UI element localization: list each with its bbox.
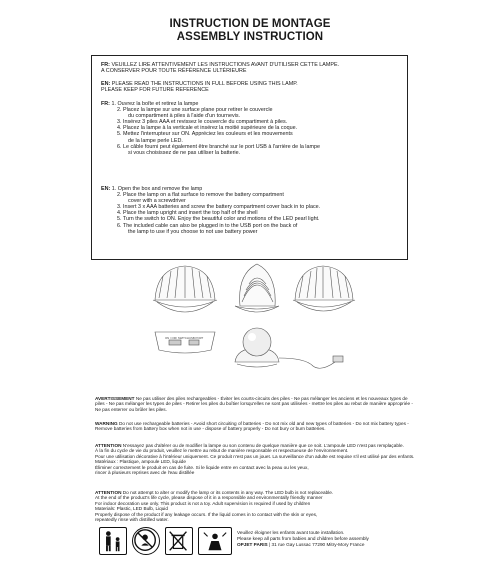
step-fr-6b: si vous choisissez de ne pas utiliser la batterie. bbox=[128, 149, 241, 156]
attention-fr-line4: Éliminer correctement le produit en cas de fuite. Si le liquide entre en contact avec la peau ou les yeux, bbox=[95, 464, 309, 470]
steps-fr-prefix: FR: bbox=[101, 101, 110, 107]
safety-icons bbox=[99, 527, 234, 555]
attention-fr-line2: Pour une utilisation décorative à l'intérieur uniquement. Ce produit n'est pas un jouet. La surveillance d'un adulte est requise s'il est utilisé par des enfants. bbox=[95, 453, 415, 459]
open-shell-right-icon bbox=[293, 266, 355, 311]
triman-recycling-icon bbox=[198, 527, 232, 555]
age-restriction-icon bbox=[132, 527, 160, 555]
step-en-2: 2. Place the lamp on a flat surface to remove the battery compartment bbox=[117, 192, 284, 199]
attention-en-line3: Materials: Plastic, LED Bulb, Liquid bbox=[95, 506, 168, 512]
attention-fr bbox=[95, 443, 415, 475]
step-fr-6: 6. Le câble fourni peut également être branché sur le port USB à l'arrière de la lampe bbox=[117, 143, 320, 150]
attention-fr-bold: ATTENTION bbox=[95, 443, 122, 448]
pearl-lamp-icon bbox=[235, 328, 279, 367]
attention-fr-line3: Matériaux : Plastique, ampoule LED, liquide bbox=[95, 459, 186, 465]
step-en-3: 3. Insert 3 x AAA batteries and screw the battery compartment cover back in to place. bbox=[117, 204, 321, 211]
attention-en-bold: ATTENTION bbox=[95, 490, 122, 495]
step-en-5: 5. Turn the switch to ON. Enjoy the beautiful color and motions of the LED pearl light. bbox=[117, 216, 320, 223]
usb-cable-icon bbox=[279, 356, 343, 368]
page-title-en: ASSEMBLY INSTRUCTION bbox=[176, 31, 324, 43]
step-fr-5b: de la lampe perle LED. bbox=[128, 137, 183, 144]
step-en-6: 6. The included cable can also be plugged in to the USB port on the back of bbox=[117, 222, 298, 229]
step-fr-3: 3. Insérez 3 piles AAA et revissez le couvercle du compartiment à piles. bbox=[117, 119, 288, 126]
attention-en bbox=[95, 490, 415, 522]
illus-label-switch: ON / OFF SWITCH bbox=[165, 336, 189, 340]
footer-legal bbox=[237, 530, 369, 548]
warning-en-bold: WARNING bbox=[95, 421, 118, 426]
assembly-illustration bbox=[145, 262, 360, 380]
steps-fr bbox=[101, 101, 320, 156]
adult-supervision-icon bbox=[99, 527, 127, 555]
recycle-bin-icon bbox=[165, 527, 193, 555]
notice-fr-prefix: FR: bbox=[101, 62, 110, 68]
step-fr-1: 1. Ouvrez la boîte et retirez la lampe bbox=[111, 101, 199, 107]
steps-en bbox=[101, 186, 320, 235]
open-shell-left-icon bbox=[153, 266, 217, 312]
notice-fr-line2: A CONSERVER POUR TOUTE RÉFÉRENCE ULTÉRIEURE bbox=[101, 68, 247, 74]
attention-fr-line1: À la fin du cycle de vie du produit, veuillez le mettre au rebut de manière responsable et respectueuse de l'environnement. bbox=[95, 448, 349, 454]
notice-en-line1: PLEASE READ THE INSTRUCTIONS IN FULL BEFORE USING THIS LAMP. bbox=[110, 81, 298, 87]
step-fr-2b: du compartiment à piles à l'aide d'un tournevis. bbox=[128, 113, 241, 120]
warning-fr bbox=[95, 396, 415, 412]
page-title-fr: INSTRUCTION DE MONTAGE bbox=[169, 18, 331, 30]
steps-en-prefix: EN: bbox=[101, 186, 111, 192]
footer-line2: Please keep all parts from babies and children before assembly bbox=[237, 536, 369, 541]
attention-en-line4: Properly dispose of the product if any leakage occurs. If the liquid comes in to contact with the skin or eyes, bbox=[95, 511, 318, 517]
notice-fr-line1: VEUILLEZ LIRE ATTENTIVEMENT LES INSTRUCTIONS AVANT D'UTILISER CETTE LAMPE. bbox=[109, 62, 340, 68]
step-fr-2: 2. Placez la lampe sur une surface plane pour retirer le couvercle bbox=[117, 107, 273, 114]
warning-fr-text: Ne pas utiliser des piles rechargeables - Éviter les courts-circuits des piles - Ne pas mélanger les anciens et les nouveaux types de piles - Ne pas mélanger les types de piles - Retirer les piles du boîtier lorsqu'elles ne sont pas utilisées - mettre les piles au rebut de manière appropriée - Ne pas enterrer ou brûler les piles. bbox=[95, 396, 413, 412]
notice-en-line2: PLEASE KEEP FOR FUTURE REFERENCE bbox=[101, 87, 209, 93]
step-en-4: 4. Place the lamp upright and insert the top half of the shell bbox=[117, 210, 258, 217]
attention-en-line2: For indoor decoration use only. This product is not a toy. Adult supervision is required if used by children bbox=[95, 500, 311, 506]
attention-en-line1: At the end of the product's life cycle, please dispose of it in a responsible and environmentally friendly manner bbox=[95, 495, 323, 501]
attention-fr-text: N'essayez pas d'altérer ou de modifier la lampe ou son contenu de quelque manière que ce soit. L'ampoule LED n'est pas remplaçable. bbox=[121, 443, 404, 448]
warning-en-text: Do not use rechargeable batteries - Avoid short circuiting of batteries - Do not mix old and new types of batteries - Do not mix battery types - Remove batteries from battery box when not in use - dispose of battery properly - Do not bury or burn batteries. bbox=[95, 421, 409, 432]
closed-shell-icon bbox=[235, 264, 279, 312]
footer-line1: Veuillez éloigner les enfants avant toute installation. bbox=[237, 530, 345, 535]
warning-fr-bold: AVERTISSEMENT bbox=[95, 396, 135, 401]
notice-en-prefix: EN: bbox=[101, 81, 111, 87]
step-fr-5: 5. Mettez l'interrupteur sur ON. Appréciez les couleurs et les mouvements bbox=[117, 131, 293, 138]
illus-label-usb: USB PORT bbox=[189, 336, 204, 340]
footer-line3 bbox=[237, 542, 369, 548]
step-en-2b: cover with a screwdriver bbox=[128, 198, 186, 205]
step-en-1: 1. Open the box and remove the lamp bbox=[111, 186, 203, 192]
attention-en-line5: repeatedly rinse with distilled water. bbox=[95, 517, 169, 523]
attention-en-text: Do not attempt to alter or modify the lamp or its contents in any way. The LED bulb is not replaceable. bbox=[121, 490, 334, 495]
step-en-6b: the lamp to use if you choose to not use battery power bbox=[128, 228, 258, 235]
brand-address: | 31 rue Gay Lussac 77290 Mitry-Mory France bbox=[267, 542, 365, 547]
brand-name: OPJET PARIS bbox=[237, 542, 268, 547]
warning-en bbox=[95, 421, 415, 432]
step-fr-4: 4. Placez la lampe à la verticale et insérez la moitié supérieure de la coque. bbox=[117, 125, 298, 132]
attention-fr-line5: rincer à plusieurs reprises avec de l'eau distillée bbox=[95, 470, 195, 476]
